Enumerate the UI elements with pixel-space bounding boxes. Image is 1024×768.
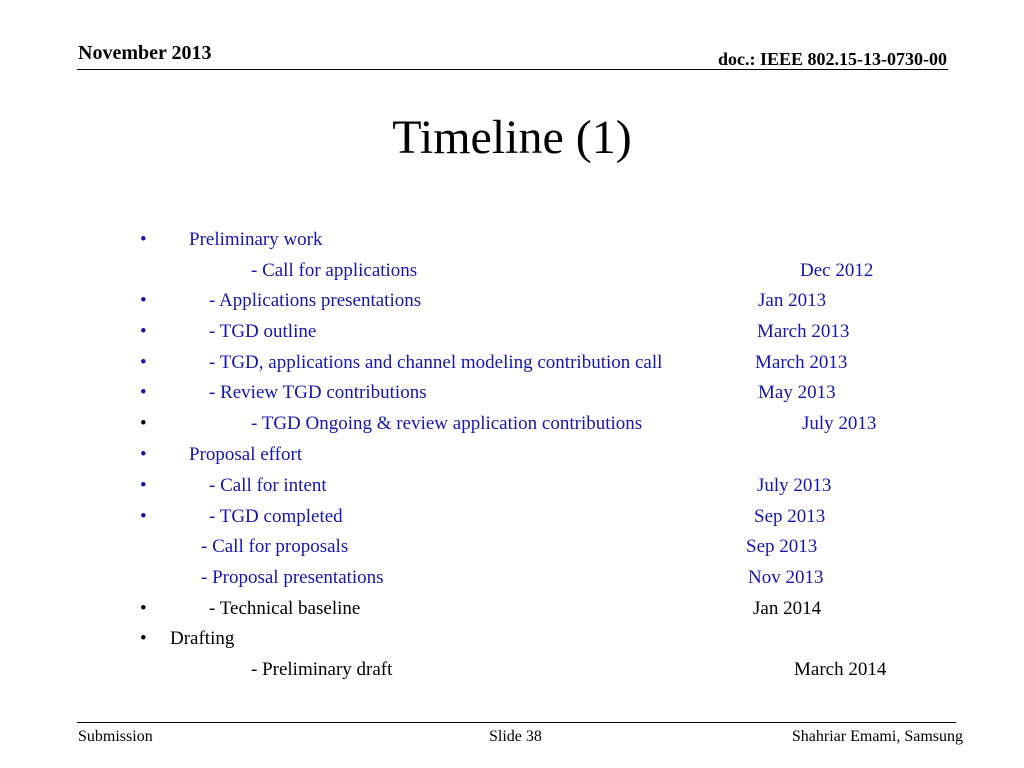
list-item bbox=[0, 475, 1024, 505]
item-date: March 2014 bbox=[794, 659, 887, 680]
item-label: Drafting bbox=[170, 628, 235, 649]
header-doc-id: doc.: IEEE 802.15-13-0730-00 bbox=[718, 49, 947, 69]
item-label: - Call for applications bbox=[251, 260, 418, 281]
item-label: - Proposal presentations bbox=[201, 567, 384, 588]
item-date: Sep 2013 bbox=[746, 536, 818, 557]
item-label: - Technical baseline bbox=[209, 598, 361, 619]
item-label: - TGD Ongoing & review application contributions bbox=[251, 413, 643, 434]
bullet: • bbox=[140, 598, 147, 619]
item-date: Jan 2013 bbox=[758, 290, 827, 311]
bullet: • bbox=[140, 475, 147, 496]
bullet: • bbox=[140, 413, 147, 434]
footer-submission: Submission bbox=[78, 728, 153, 745]
item-date: Nov 2013 bbox=[748, 567, 824, 588]
item-date: March 2013 bbox=[757, 321, 850, 342]
list-item bbox=[0, 352, 1024, 382]
list-item bbox=[0, 260, 1024, 290]
bullet: • bbox=[140, 382, 147, 403]
bullet: • bbox=[140, 506, 147, 527]
item-label: Proposal effort bbox=[189, 444, 303, 465]
list-item bbox=[0, 598, 1024, 628]
item-label: - Call for intent bbox=[209, 475, 327, 496]
item-label: - Preliminary draft bbox=[251, 659, 393, 680]
list-item bbox=[0, 229, 1024, 259]
item-label: - Applications presentations bbox=[209, 290, 422, 311]
footer-slide-number: Slide 38 bbox=[489, 728, 542, 745]
item-date: March 2013 bbox=[755, 352, 848, 373]
bullet: • bbox=[140, 352, 147, 373]
bullet: • bbox=[140, 628, 147, 649]
header-divider bbox=[77, 69, 948, 70]
list-item bbox=[0, 321, 1024, 351]
bullet: • bbox=[140, 321, 147, 342]
list-item bbox=[0, 382, 1024, 412]
bullet: • bbox=[140, 290, 147, 311]
list-item bbox=[0, 536, 1024, 566]
item-label: - TGD outline bbox=[209, 321, 317, 342]
item-date: Dec 2012 bbox=[800, 260, 874, 281]
list-item bbox=[0, 506, 1024, 536]
item-date: May 2013 bbox=[758, 382, 836, 403]
item-label: - TGD, applications and channel modeling contribution call bbox=[209, 352, 663, 373]
list-item bbox=[0, 567, 1024, 597]
list-item bbox=[0, 444, 1024, 474]
footer-divider bbox=[77, 722, 956, 723]
item-date: Jan 2014 bbox=[753, 598, 822, 619]
list-item bbox=[0, 290, 1024, 320]
item-label: - Review TGD contributions bbox=[209, 382, 427, 403]
slide-title: Timeline (1) bbox=[392, 111, 632, 164]
bullet: • bbox=[140, 444, 147, 465]
item-label: Preliminary work bbox=[189, 229, 323, 250]
item-date: Sep 2013 bbox=[754, 506, 826, 527]
item-date: July 2013 bbox=[802, 413, 877, 434]
list-item bbox=[0, 659, 1024, 689]
list-item bbox=[0, 628, 1024, 658]
bullet: • bbox=[140, 229, 147, 250]
item-label: - Call for proposals bbox=[201, 536, 349, 557]
item-label: - TGD completed bbox=[209, 506, 343, 527]
list-item bbox=[0, 413, 1024, 443]
footer-author: Shahriar Emami, Samsung bbox=[791, 728, 963, 745]
header-date: November 2013 bbox=[78, 42, 212, 64]
item-date: July 2013 bbox=[757, 475, 832, 496]
